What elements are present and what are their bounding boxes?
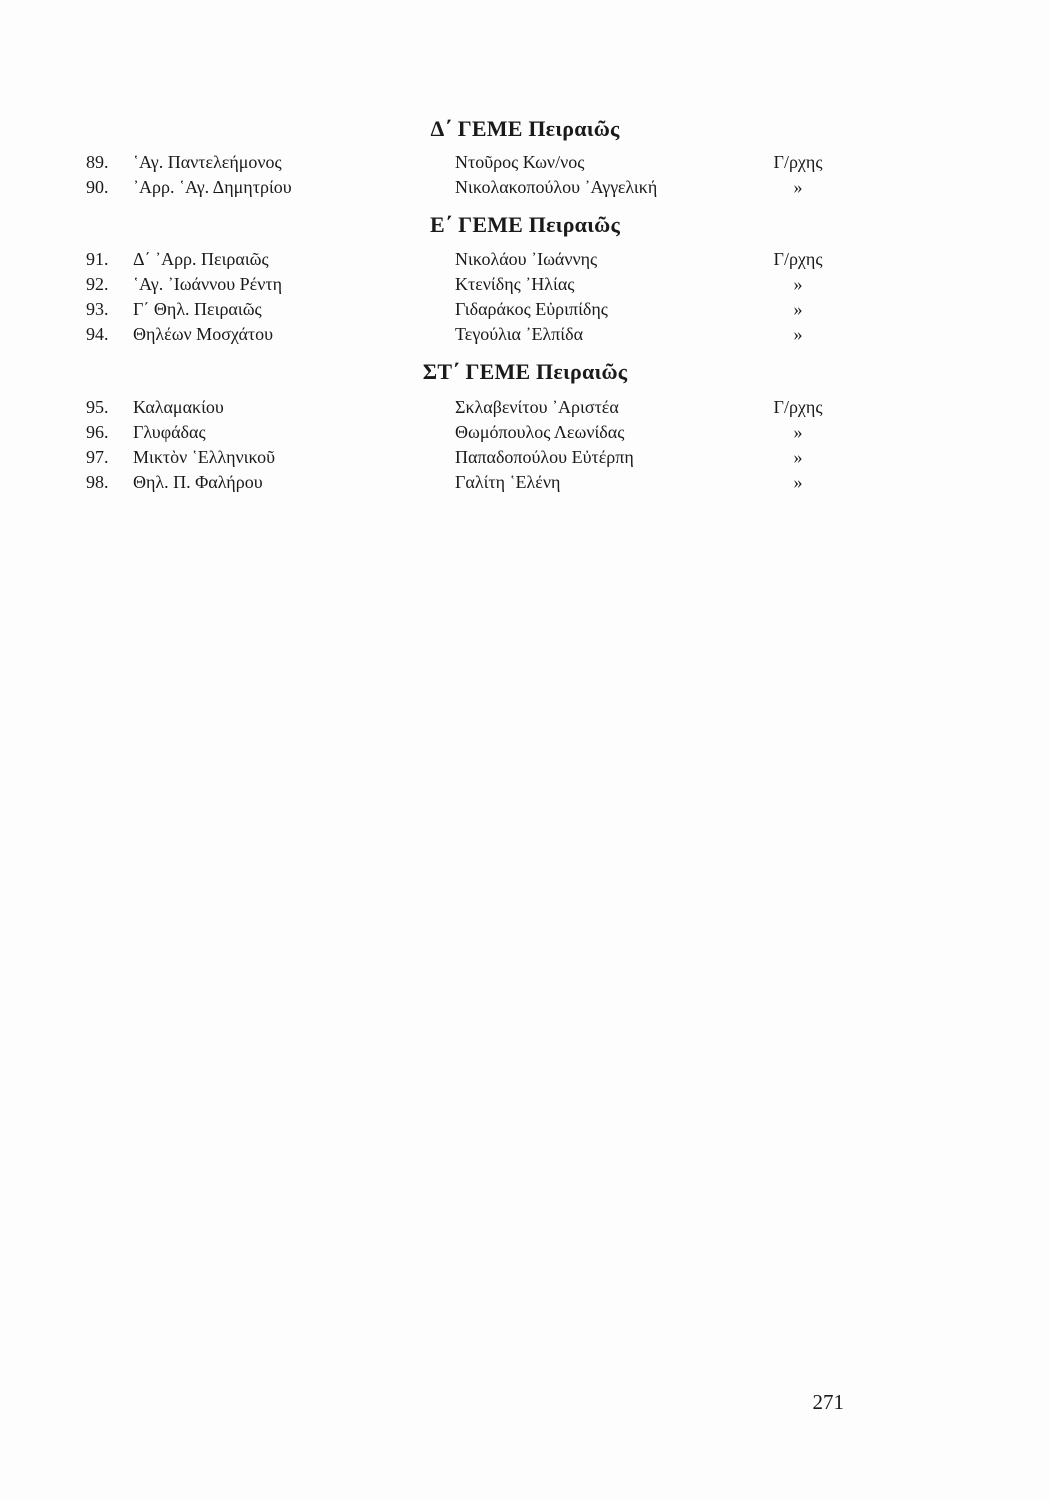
person-name: Γαλίτη ῾Ελένη xyxy=(455,472,561,492)
person-name: Κτενίδης ᾿Ηλίας xyxy=(455,274,575,294)
list-item xyxy=(0,247,1050,271)
person-name: Τεγούλια ᾿Ελπίδα xyxy=(455,324,584,344)
row-number: 94. xyxy=(86,324,109,344)
list-item xyxy=(0,297,1050,321)
list-item xyxy=(0,470,1050,494)
row-number: 89. xyxy=(86,152,109,172)
list-item xyxy=(0,395,1050,419)
row-number: 91. xyxy=(86,249,109,269)
role: » xyxy=(793,177,803,197)
role: » xyxy=(793,299,803,319)
section-title-e: Ε΄ ΓΕΜΕ Πειραιῶς xyxy=(430,212,620,237)
person-name: Γιδαράκος Εὐριπίδης xyxy=(455,299,608,319)
role: Γ/ρχης xyxy=(773,152,823,172)
role: » xyxy=(793,274,803,294)
role: Γ/ρχης xyxy=(773,249,823,269)
row-number: 98. xyxy=(86,472,109,492)
role: » xyxy=(793,447,803,467)
school-name: ᾿Αρρ. ῾Αγ. Δημητρίου xyxy=(133,177,292,197)
school-name: Γ΄ Θηλ. Πειραιῶς xyxy=(133,299,262,319)
school-name: Γλυφάδας xyxy=(133,422,206,442)
school-name: Θηλέων Μοσχάτου xyxy=(133,324,274,344)
list-item xyxy=(0,445,1050,469)
list-item xyxy=(0,175,1050,199)
role: Γ/ρχης xyxy=(773,397,823,417)
list-item xyxy=(0,150,1050,174)
section-title-st: ΣΤ΄ ΓΕΜΕ Πειραιῶς xyxy=(422,359,628,384)
row-number: 92. xyxy=(86,274,109,294)
page-number: 271 xyxy=(812,1390,844,1414)
school-name: Θηλ. Π. Φαλήρου xyxy=(133,472,263,492)
school-name: Καλαμακίου xyxy=(133,397,224,417)
list-item xyxy=(0,420,1050,444)
row-number: 93. xyxy=(86,299,109,319)
role: » xyxy=(793,422,803,442)
person-name: Σκλαβενίτου ᾿Αριστέα xyxy=(455,397,619,417)
role: » xyxy=(793,324,803,344)
person-name: Νικολάου ᾿Ιωάννης xyxy=(455,249,598,269)
person-name: Θωμόπουλος Λεωνίδας xyxy=(455,422,625,442)
person-name: Νικολακοπούλου ᾿Αγγελική xyxy=(455,177,658,197)
row-number: 95. xyxy=(86,397,109,417)
list-item xyxy=(0,272,1050,296)
role: » xyxy=(793,472,803,492)
school-name: Μικτὸν ῾Ελληνικοῦ xyxy=(133,447,276,467)
school-name: Δ΄ ᾿Αρρ. Πειραιῶς xyxy=(133,249,269,269)
school-name: ῾Αγ. ᾿Ιωάννου Ρέντη xyxy=(133,274,283,294)
row-number: 97. xyxy=(86,447,109,467)
list-item xyxy=(0,322,1050,346)
row-number: 90. xyxy=(86,177,109,197)
school-name: ῾Αγ. Παντελεήμονος xyxy=(133,152,282,172)
section-title-d: Δ΄ ΓΕΜΕ Πειραιῶς xyxy=(430,116,620,141)
person-name: Ντοῦρος Κων/νος xyxy=(455,152,585,172)
row-number: 96. xyxy=(86,422,109,442)
person-name: Παπαδοπούλου Εὐτέρπη xyxy=(455,447,634,467)
